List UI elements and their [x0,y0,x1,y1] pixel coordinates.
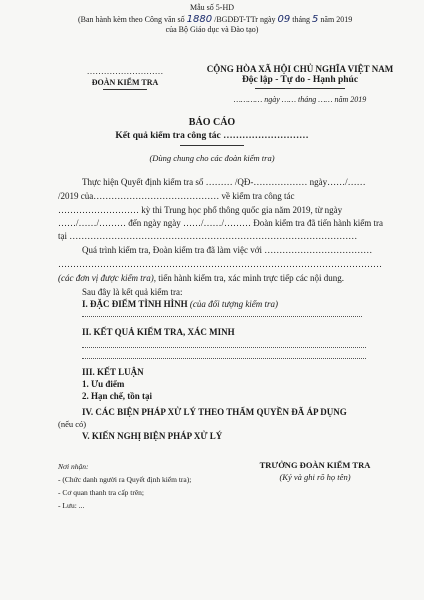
date-line: ………… ngày …… tháng …… năm 2019 [233,95,367,104]
p2-rest: , tiến hành kiểm tra, xác minh trực tiếp các nội dung. [153,273,345,283]
year-text: năm 2019 [320,15,353,24]
recipients-label: Nơi nhận: [58,462,89,471]
section-5-title: V. KIẾN NGHỊ BIỆN PHÁP XỬ LÝ [82,431,223,441]
section-4-title: IV. CÁC BIỆN PHÁP XỬ LÝ THEO THẨM QUYỀN ĐÃ ÁP DỤNG [82,407,347,417]
section-2-fill-line-2 [82,358,366,359]
section-1-note: (của đối tượng kiểm tra) [189,299,279,309]
month-label: tháng [292,15,311,24]
signature-note: (Ký và ghi rõ họ tên) [279,472,351,482]
handwritten-doc-number: 1880 [186,14,213,25]
org-underline [103,89,147,90]
p1-line4: ……/……/……… đến ngày ngày ……/……/……… Đoàn kiểm tra đã tiến hành kiểm tra [58,218,383,228]
section-2-title: II. KẾT QUẢ KIỂM TRA, XÁC MINH [82,327,235,337]
title-divider [180,145,244,146]
motto: Độc lập - Tự do - Hạnh phúc [241,75,359,85]
handwritten-day: 09 [277,14,291,25]
issued-with-line [78,14,352,25]
recipient-item: - Cơ quan thanh tra cấp trên; [58,488,145,497]
report-title: BÁO CÁO [188,117,236,128]
p1-line3: ……………………… kỳ thi Trung học phổ thông quốc gia năm 2019, từ ngày [58,205,343,215]
section-4-note: (nếu có) [58,419,87,429]
section-1-title: I. ĐẶC ĐIỂM TÌNH HÌNH [82,299,188,309]
form-number: Mẫu số 5-HD [190,3,234,12]
section-1-fill-line [82,316,362,317]
p1-line5: tại …………………………………………………………………………………… [58,231,358,241]
handwritten-month: 5 [312,14,319,25]
report-note: (Dùng chung cho các đoàn kiểm tra) [149,153,275,163]
p2-italic: (các đơn vị được kiểm tra) [58,273,154,283]
signature-role: TRƯỞNG ĐOÀN KIỂM TRA [259,460,371,470]
recipient-item: - Lưu: ... [58,501,85,510]
p2-line3 [58,273,344,283]
org-name: ĐOÀN KIỂM TRA [91,78,159,87]
section-2-fill-line-1 [82,347,366,348]
motto-underline [255,88,345,89]
doc-code-text: /BGDĐT-TTr ngày [214,15,276,24]
report-subtitle: Kết quả kiểm tra công tác ……………………… [115,131,309,141]
country-name: CỘNG HÒA XÃ HỘI CHỦ NGHĨA VIỆT NAM [206,64,394,74]
p1-line2: /2019 của…………………………………… về kiểm tra công tác [58,191,295,201]
section-3-item-2: 2. Hạn chế, tồn tại [82,391,153,401]
section-1-heading [82,299,278,309]
p3-line: Sau đây là kết quả kiểm tra: [82,287,183,297]
issuer-line: của Bộ Giáo dục và Đào tạo) [165,25,259,34]
p1-line1: Thực hiện Quyết định kiểm tra số ……… /QĐ-……………… ngày……/…… [82,177,366,187]
org-dots: ……………………… [86,66,164,76]
recipient-item: - (Chức danh người ra Quyết định kiểm tra); [58,475,192,484]
issued-with-text: (Ban hành kèm theo Công văn số [78,15,185,24]
p2-line1: Quá trình kiểm tra, Đoàn kiểm tra đã làm việc với ……………………………… [82,245,373,255]
p2-line2: ……………………………………………………………………………………………… [58,259,382,269]
section-3-title: III. KẾT LUẬN [82,367,144,377]
section-3-item-1: 1. Ưu điểm [82,379,125,389]
